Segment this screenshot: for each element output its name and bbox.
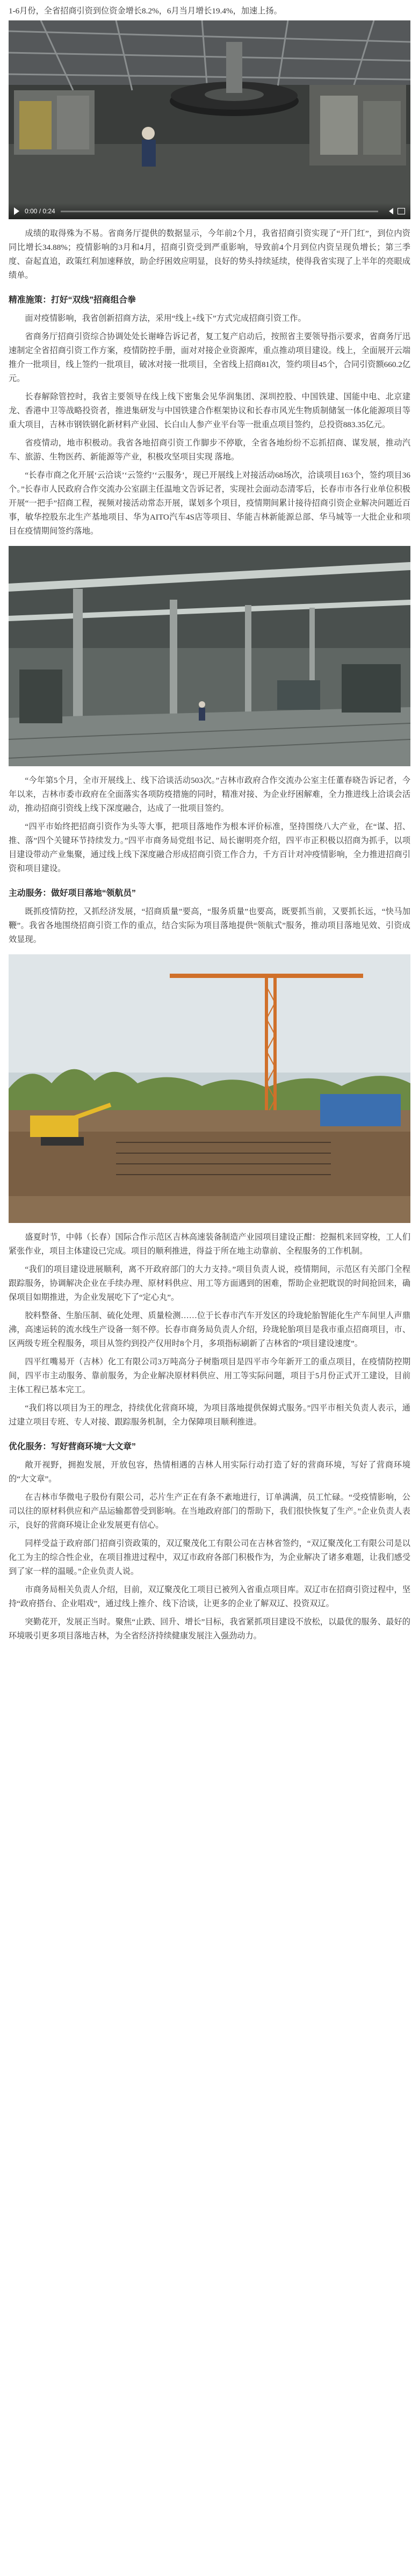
section3-paragraph-3: “我们的项目建设进展顺利，离不开政府部门的大力支持。”项目负责人说，疫情期间，示范区有关部门全程跟踪服务，协调解决企业在手续办理、原材料供应、用工等方面遇到的困难，帮助企业把耽误的时间抢回来，确保项目如期推进，为企业发展吃下了“定心丸”。	[9, 1265, 410, 1302]
warehouse-photo	[9, 546, 410, 766]
section3-paragraph-2: 盛夏时节，中韩（长春）国际合作示范区吉林高速装备制造产业园项目建设正酣：挖掘机来回穿梭，工人们紧张作业，项目主体建设已完成。项目的顺利推进，得益于所在地主动靠前、全程服务的工作机制。	[9, 1233, 410, 1256]
play-icon[interactable]	[14, 207, 19, 215]
section4-paragraph-4: 市商务局相关负责人介绍，目前，双辽聚茂化工项目已被列入省重点项目库。双辽市在招商引资过程中，坚持“政府搭台、企业唱戏”，通过线上推介、线下洽谈，让更多的企业了解双辽、投资双辽。	[9, 1585, 410, 1608]
section2-paragraph-1: “今年第5个月，全市开展线上、线下洽谈活动503次。”吉林市政府合作交流办公室主任董春晓告诉记者，今年以来，吉林市委市政府在全面落实各项防疫措施的同时，精准对接、为企业纾困解难，全力推进线上洽谈会活动，推动招商引资线上线下深度融合，达成了一批项目签约。	[9, 776, 410, 813]
fullscreen-icon[interactable]	[398, 208, 405, 214]
section-heading-3: 优化服务：写好营商环境“大文章”	[9, 1442, 136, 1451]
section4-paragraph-3: 同样受益于政府部门招商引资政策的，双辽聚茂化工有限公司在吉林省签约，“双辽聚茂化工有限公司是以化工为主的综合性企业，在项目推进过程中，双辽市政府各部门积极作为，为企业解决了诸多难题，让我们感受到了家一样的温暖。”企业负责人说。	[9, 1539, 410, 1576]
section4-paragraph-1: 敞开视野，拥抱发展，开放包容，热情相遇的吉林人用实际行动打造了好的营商环境，写好了营商环境的“大文章”。	[9, 1460, 410, 1484]
section4-paragraph-5: 突勤花开，发展正当时。聚焦“止跌、回升、增长”目标，我省紧抓项目建设不放松，以最优的服务、最好的环境吸引更多项目落地吉林，为全省经济持续健康发展注入强劲动力。	[9, 1617, 410, 1640]
video-time: 0:00 / 0:24	[25, 207, 55, 215]
section1-paragraph-5: “长春市商之化开展‘云洽谈’‘云签约’‘云服务’，现已开展线上对接活动68场次，洽谈项目163个，签约项目36个。”长春市人民政府合作交流办公室副主任温地文告诉记者，实现社会面动态清零后，长春市市各行业单位积极开展“一把手”招商工程，视频对接活动常态开展，谋划多个项目，疫情期间累计接待招商引资企业解决问题近百事，敏华控股东北生产基地项目、华为AITO汽车4S店等项目、华能吉林新能源总部、华马城等一大批企业和项目在疫情期间签约落地。	[9, 471, 410, 536]
intro-paragraph-2: 成绩的取得殊为不易。省商务厅提供的数据显示，今年前2个月，我省招商引资实现了“开门红”，到位内资同比增长34.88%；疫情影响的3月和4月，招商引资受到严重影响，导致前4个月到位内资呈现负增长；第三季度、奋起直追，政策红利加速释放，助企纾困效应明显，良好的势头持续延续，使得我省实现了上半年的亮眼成绩单。	[9, 229, 410, 280]
section3-paragraph-6: “我们将以项目为王的理念，持续优化营商环境，为项目落地提供保姆式服务。”四平市相关负责人表示，通过建立项目专班、专人对接、跟踪服务机制，全力保障项目顺利推进。	[9, 1404, 410, 1427]
section3-paragraph-4: 胶料整备、生胎压制、硫化处理、质量检测……位于长春市汽车开发区的玲珑轮胎智能化生产车间里人声鼎沸，高速运转的流水线生产设备一刻不停。长春市商务局负责人介绍，玲珑轮胎项目是我市重点招商项目，市、区两级专班全程服务，项目从签约到投产仅用时8个月，多项指标刷新了吉林省的“项目建设速度”。	[9, 1311, 410, 1348]
factory-video-frame	[9, 20, 410, 219]
video-player[interactable]	[9, 20, 410, 219]
section1-paragraph-4: 省疫情动，地市积极动。我省各地招商引资工作脚步不停歇，全省各地纷纷不忘抓招商、谋发展，推动汽车、旅游、生物医药、新能源等产业，积极攻坚项目实现 落地。	[9, 438, 410, 462]
section3-paragraph-1: 既抓疫情防控，又抓经济发展，“招商质量”要高，“服务质量”也要高，既要抓当前，又要抓长远，“快马加鞭”。我省各地围绕招商引资工作的重点，结合实际为项目落地提供“领航式”服务，推动项目落地见效、引资成效显现。	[9, 907, 410, 944]
section3-paragraph-5: 四平红嘴易开（吉林）化工有限公司3万吨高分子树脂项目是四平市今年新开工的重点项目，在疫情防控期间，四平市主动服务、靠前服务，为企业解决原材料供应、用工等实际问题，项目于5月份正式开工建设，目前主体工程已基本完工。	[9, 1357, 410, 1394]
video-controls	[9, 203, 410, 219]
intro-paragraph-1: 1-6月份，全省招商引资到位资金增长8.2%，6月当月增长19.4%，加速上扬。	[9, 6, 282, 16]
section-heading-2: 主动服务：做好项目落地“领航员”	[9, 889, 136, 898]
section1-paragraph-1: 面对疫情影响，我省创新招商方法，采用“线上+线下”方式完成招商引资工作。	[25, 314, 306, 323]
video-progress-bar[interactable]	[61, 211, 378, 212]
section1-paragraph-2: 省商务厅招商引资综合协调处处长谢峰告诉记者，复工复产启动后，按照省主要领导指示要求，省商务厅迅速制定全省招商引资工作方案，疫情防控手册，面对对接企业资源库，重点推动项目建设。线上，全面展开云端推介一批项目，线上签约一批项目，破冰对接一批项目，全省线上招商81次，签约项目45个，合同引资额660.2亿元。	[9, 332, 410, 383]
section-heading-1: 精准施策：打好“双线”招商组合拳	[9, 296, 136, 305]
construction-site-photo	[9, 954, 410, 1223]
section1-paragraph-3: 长春解除管控时，我省主要领导在线上线下密集会见华润集团、深圳控股、中国铁建、国能中电、北京建龙、香港中卫等战略投资者，推进集研发与中国铁建合作框架协议和长春市风光生物质制储氢一体化能源项目等重大项目，吉林市钢铁钢化新材料产业园、长白山人参产业平台等一批重点项目签约，总投资883.35亿元。	[9, 392, 410, 429]
section2-paragraph-2: “四平市始终把招商引资作为头等大事，把项目落地作为根本评价标准，坚持围绕八大产业，在“谋、招、推、落”四个关键环节持续发力。”四平市商务局党组书记、局长谢明亮介绍，四平市正积极以招商为抓手，以项目建设带动产业集聚，通过线上线下深度融合形成招商引资工作合力，千方百计对冲疫情影响，全力推进招商引资和项目建设。	[9, 822, 410, 873]
volume-icon[interactable]	[389, 208, 393, 214]
section4-paragraph-2: 在吉林市华微电子股份有限公司，芯片生产正在有条不紊地进行，订单满满，员工忙碌。“受疫情影响，公司以往的原材料供应和产品运输都曾受到影响。在当地政府部门的帮助下，我们很快恢复了生产。”企业负责人表示，良好的营商环境让企业发展更有信心。	[9, 1493, 410, 1530]
